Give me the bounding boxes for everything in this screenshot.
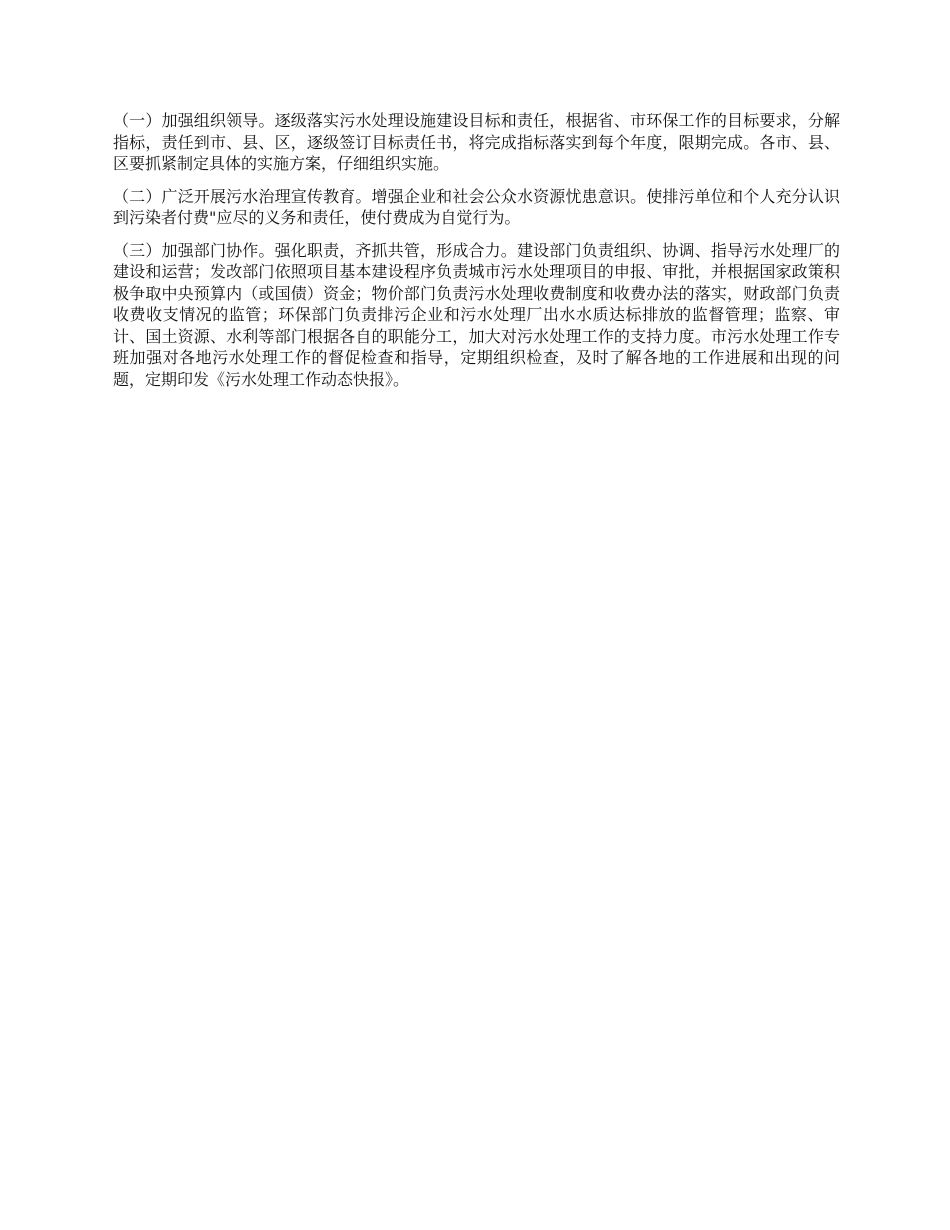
document-body xyxy=(113,110,840,401)
paragraph-publicity-education: （二）广泛开展污水治理宣传教育。增强企业和社会公众水资源忧患意识。使排污单位和个人充分认识到污染者付费"应尽的义务和责任，使付费成为自觉行为。 xyxy=(113,186,840,227)
paragraph-department-cooperation: （三）加强部门协作。强化职责，齐抓共管，形成合力。建设部门负责组织、协调、指导污水处理厂的建设和运营；发改部门依照项目基本建设程序负责城市污水处理项目的申报、审批，并根据国家政策积极争取中央预算内（或国债）资金；物价部门负责污水处理收费制度和收费办法的落实，财政部门负责收费收支情况的监管；环保部门负责排污企业和污水处理厂出水水质达标排放的监督管理；监察、审计、国土资源、水利等部门根据各自的职能分工，加大对污水处理工作的支持力度。市污水处理工作专班加强对各地污水处理工作的督促检查和指导，定期组织检查，及时了解各地的工作进展和出现的问题，定期印发《污水处理工作动态快报》。 xyxy=(113,240,840,389)
paragraph-organization-leadership: （一）加强组织领导。逐级落实污水处理设施建设目标和责任，根据省、市环保工作的目标要求，分解指标，责任到市、县、区，逐级签订目标责任书，将完成指标落实到每个年度，限期完成。各市、县、区要抓紧制定具体的实施方案，仔细组织实施。 xyxy=(113,111,840,173)
